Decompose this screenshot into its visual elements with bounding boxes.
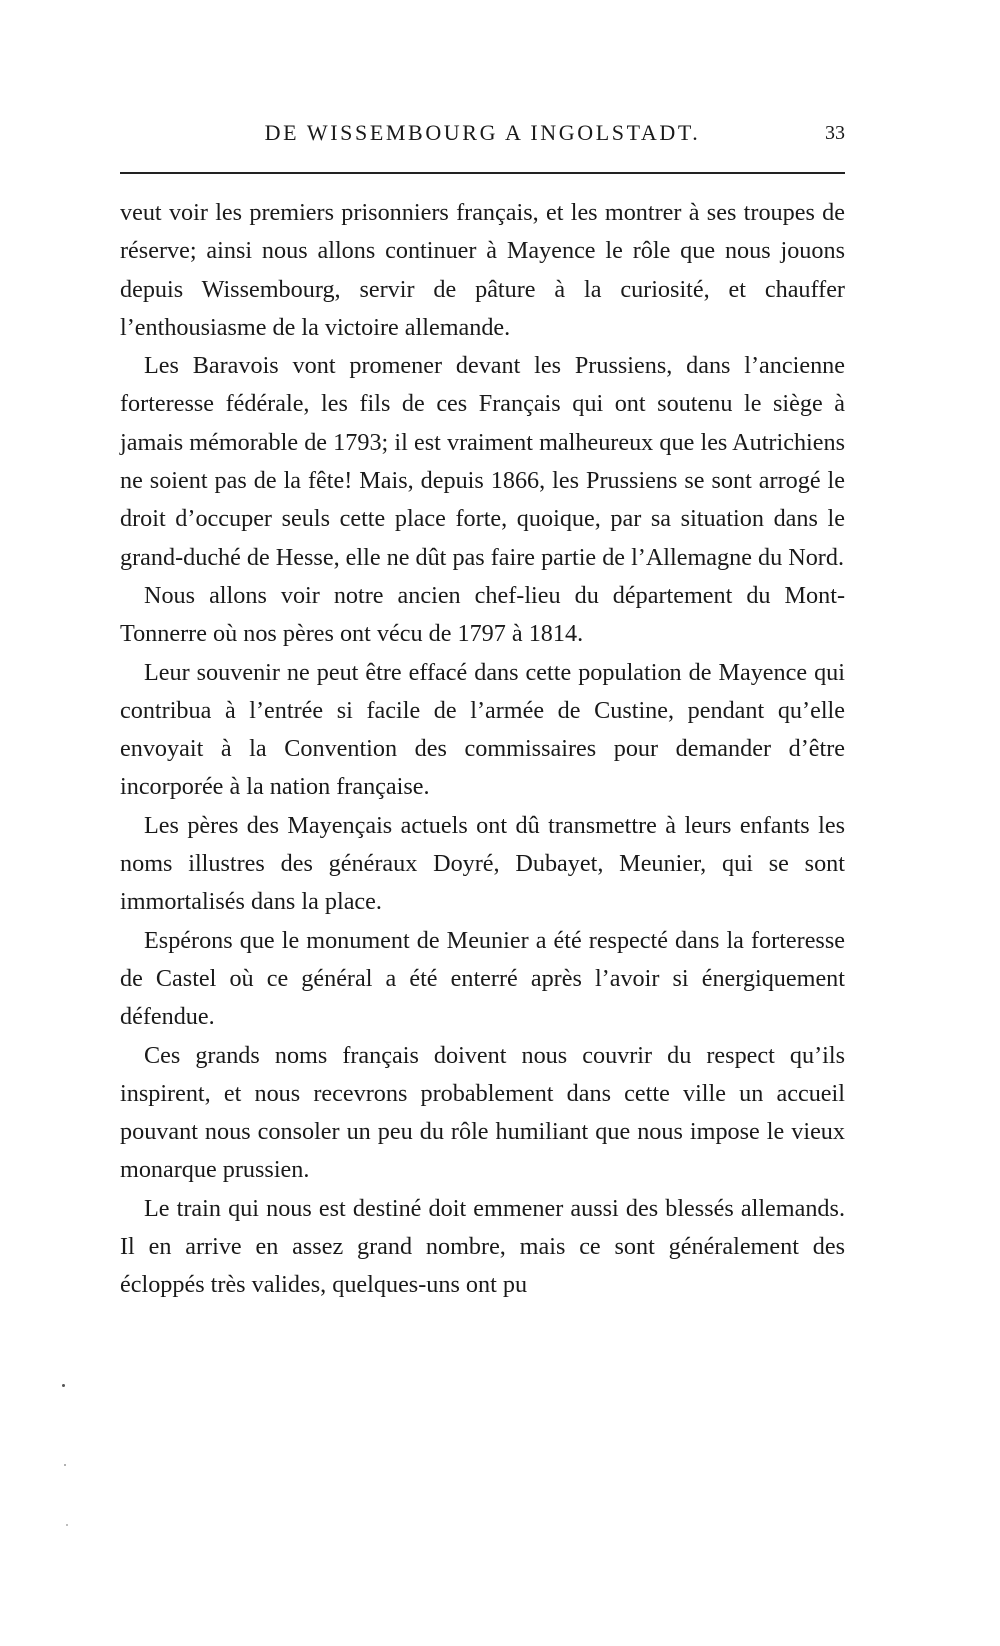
running-head xyxy=(120,112,845,152)
page-number: 33 xyxy=(825,122,845,144)
paragraph-5: Les pères des Mayençais actuels ont dû transmettre à leurs enfants les noms illustres des généraux Doyré, Dubayet, Meunier, qui se sont immortalisés dans la place. xyxy=(120,811,845,916)
paper-speck xyxy=(64,1464,66,1466)
paragraph-2: Les Baravois vont promener devant les Prussiens, dans l’ancienne forteresse fédérale, les fils de ces Français qui ont soutenu le siège à jamais mémorable de 1793; il est vraiment malheureux que les Autrichiens ne soient pas de la fête! Mais, depuis 1866, les Prussiens se sont arrogé le droit d’occuper seuls cette place forte, quoique, par sa situation dans le grand-duché de Hesse, elle ne dût pas faire partie de l’Allemagne du Nord. xyxy=(120,352,845,571)
paragraph-7: Ces grands noms français doivent nous couvrir du respect qu’ils inspirent, et nous recevrons probablement dans cette ville un accueil pouvant nous consoler un peu du rôle humiliant que nous impose le vieux monarque prussien. xyxy=(120,1041,845,1184)
body-text xyxy=(120,194,845,1305)
paragraph-4: Leur souvenir ne peut être effacé dans cette population de Mayence qui contribua à l’entrée si facile de l’armée de Custine, pendant qu’elle envoyait à la Convention des commissaires pour demander d’être incorporée à la nation française. xyxy=(120,658,845,801)
paragraph-1: veut voir les premiers prisonniers français, et les montrer à ses troupes de réserve; ainsi nous allons continuer à Mayence le rôle que nous jouons depuis Wissembourg, servir de pâture à la curiosité, et chauffer l’enthousiasme de la victoire allemande. xyxy=(120,199,845,341)
paper-speck xyxy=(62,1384,65,1387)
paragraph-8: Le train qui nous est destiné doit emmener aussi des blessés allemands. Il en arrive en assez grand nombre, mais ce sont généralement des écloppés très valides, quelques-uns ont pu xyxy=(120,1194,845,1299)
header-rule xyxy=(120,172,845,174)
paper-speck xyxy=(66,1524,68,1526)
running-title: DE WISSEMBOURG A INGOLSTADT. xyxy=(264,120,701,145)
paragraph-6: Espérons que le monument de Meunier a été respecté dans la forteresse de Castel où ce général a été enterré après l’avoir si énergiquement défendue. xyxy=(120,926,845,1031)
paragraph-3: Nous allons voir notre ancien chef-lieu du département du Mont-Tonnerre où nos pères ont vécu de 1797 à 1814. xyxy=(120,581,845,648)
